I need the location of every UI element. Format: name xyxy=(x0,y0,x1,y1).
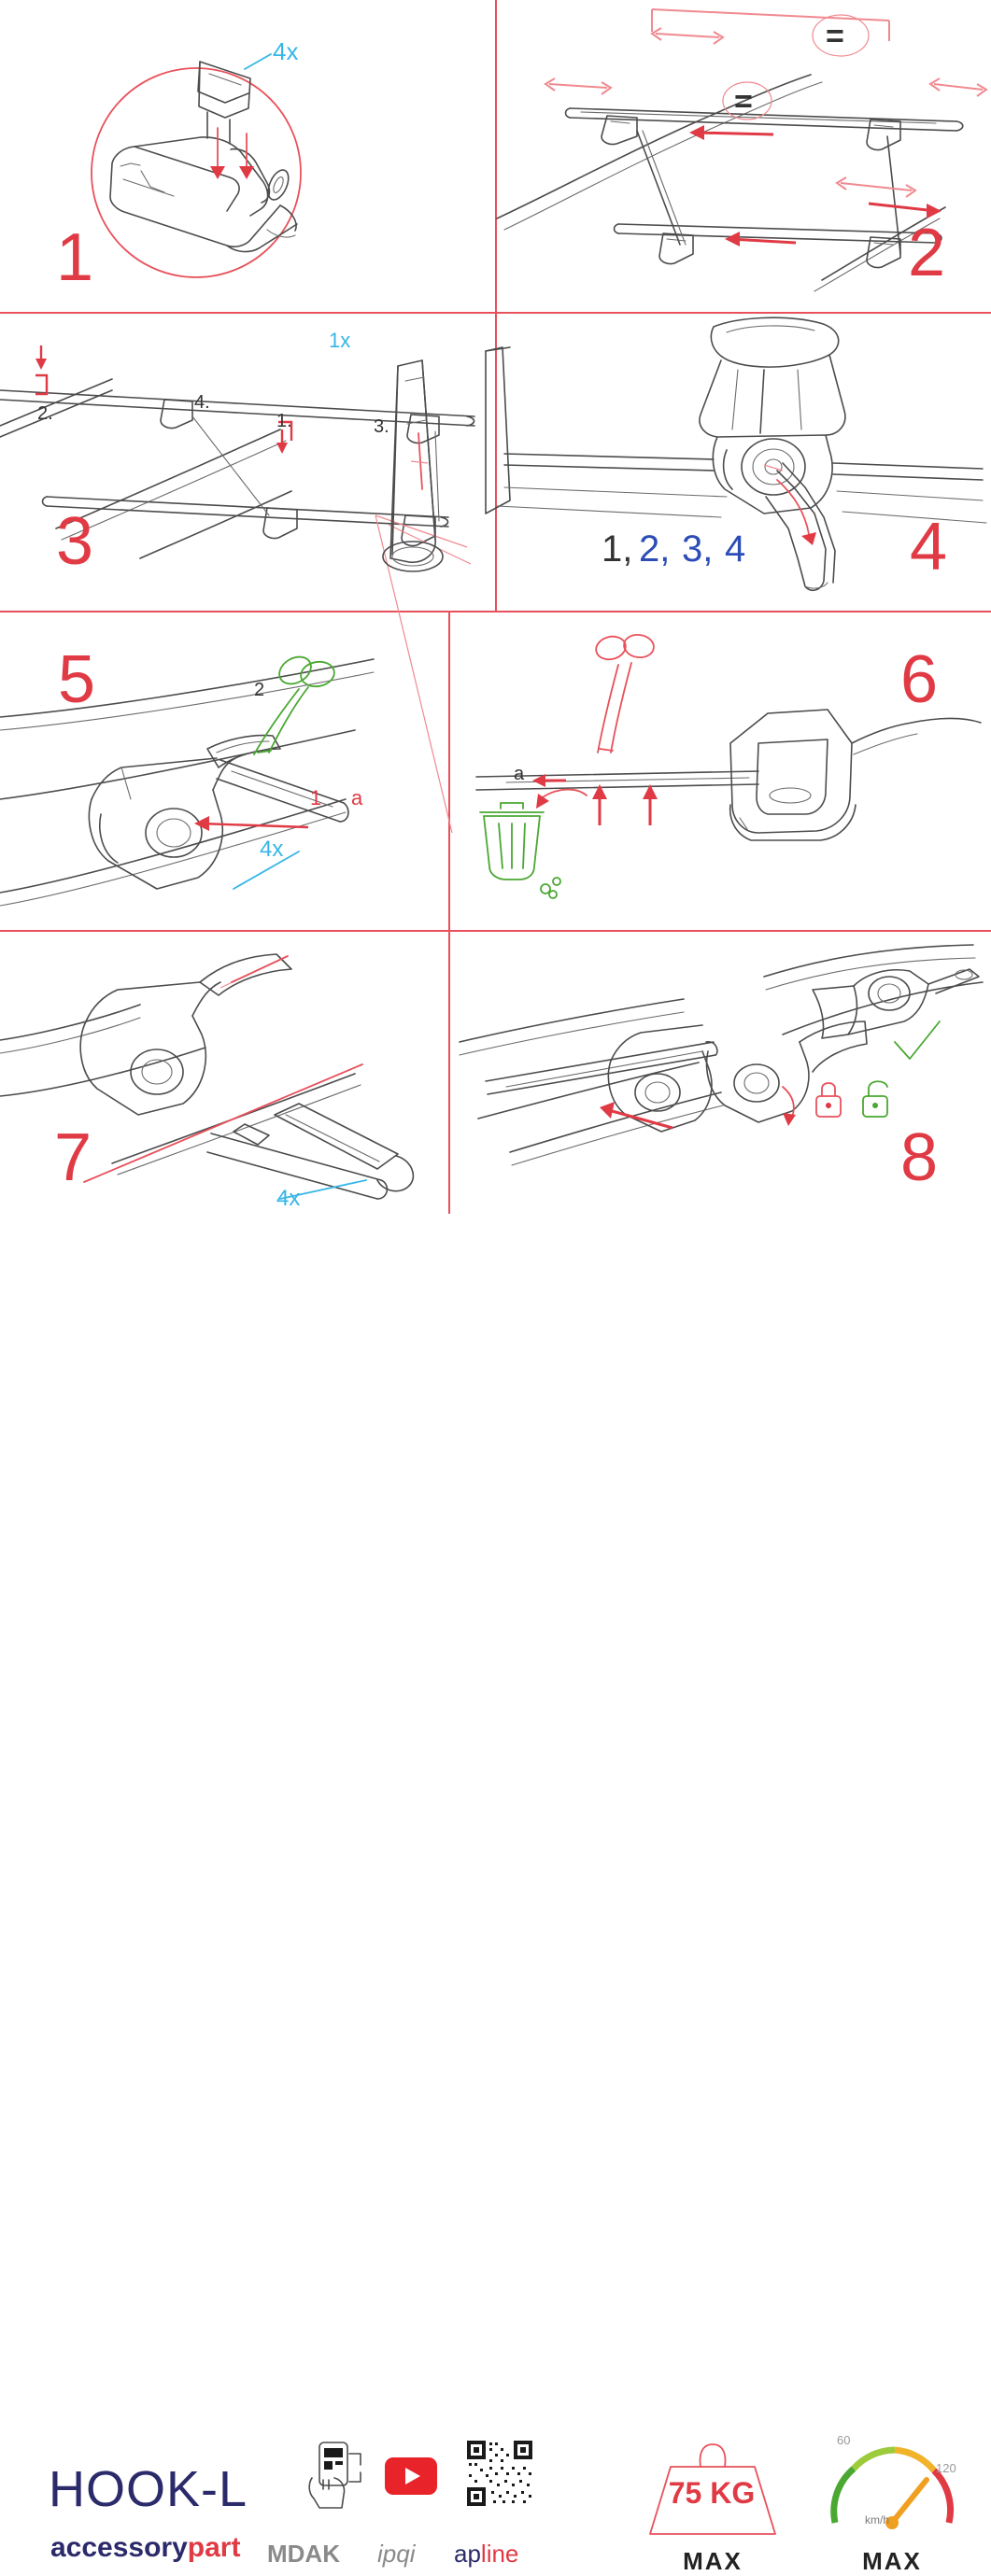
step-5-qty-label: 4x xyxy=(260,837,284,862)
max-weight-value: 75 KG xyxy=(668,2476,756,2510)
step-3-number: 3 xyxy=(56,504,96,579)
highlight-circle xyxy=(92,68,301,277)
partner-ipqi: ipqi xyxy=(377,2540,416,2568)
partner-apline xyxy=(454,2540,518,2569)
step-2-equal-2: = xyxy=(734,84,753,120)
step-5-label-1: 1 xyxy=(310,786,322,809)
step-4-seq-1: 1, xyxy=(602,528,633,570)
step-3-endcap-tool xyxy=(308,340,476,601)
brand-accent: part xyxy=(187,2532,241,2563)
step-6-label-a: a xyxy=(514,764,525,784)
speed-tick-120: 120 xyxy=(936,2461,956,2475)
step-3-qty-label: 1x xyxy=(329,329,351,352)
step-3-order-4: 4. xyxy=(194,392,210,413)
step-3-order-3: 3. xyxy=(374,416,389,437)
qr-code[interactable] xyxy=(465,2439,534,2508)
scan-qr-with-phone-icon xyxy=(303,2441,368,2512)
step-4-seq-4: 4 xyxy=(725,528,746,570)
panel-step-4 xyxy=(497,314,991,611)
step-1-number: 1 xyxy=(56,220,96,295)
step-3-order-2: 2. xyxy=(37,403,53,424)
panel-step-3 xyxy=(0,314,495,611)
brand-primary: accessory xyxy=(50,2532,188,2563)
step-5-label-2: 2 xyxy=(254,680,265,700)
brand-accessorypart xyxy=(50,2532,240,2564)
panel-step-5 xyxy=(0,612,448,930)
max-speed-icon xyxy=(822,2433,962,2536)
apline-accent: line xyxy=(480,2540,519,2568)
max-weight-caption: MAX xyxy=(683,2547,743,2575)
step-8-number: 8 xyxy=(900,1120,941,1195)
step-7-number: 7 xyxy=(54,1120,94,1195)
panel-step-8 xyxy=(450,932,991,1214)
speed-tick-60: 60 xyxy=(837,2433,851,2447)
youtube-play-icon[interactable] xyxy=(385,2457,437,2495)
step-2-number: 2 xyxy=(908,216,948,290)
product-name: HOOK-L xyxy=(49,2461,248,2517)
speed-unit: km/h xyxy=(865,2513,890,2527)
max-speed-caption: MAX xyxy=(862,2547,922,2575)
panel-step-6 xyxy=(450,612,991,930)
step-4-seq-3: 3, xyxy=(682,528,714,570)
step-6-number: 6 xyxy=(900,642,941,717)
step-4-seq-2: 2, xyxy=(639,528,671,570)
partner-mdak: MDAK xyxy=(267,2540,340,2568)
step-1-qty-label: 4x xyxy=(273,37,299,65)
panel-step-1 xyxy=(0,0,495,312)
step-7-qty-label: 4x xyxy=(276,1186,301,1211)
footer xyxy=(0,1214,991,2575)
apline-prefix: ap xyxy=(454,2540,481,2568)
step-4-number: 4 xyxy=(910,510,950,584)
step-5-number: 5 xyxy=(58,642,98,717)
panel-step-2 xyxy=(497,0,991,312)
step-2-equal-1: = xyxy=(826,19,844,54)
panel-step-7 xyxy=(0,932,448,1214)
step-3-order-1: 1. xyxy=(276,411,292,431)
step-5-label-a: a xyxy=(351,786,363,809)
